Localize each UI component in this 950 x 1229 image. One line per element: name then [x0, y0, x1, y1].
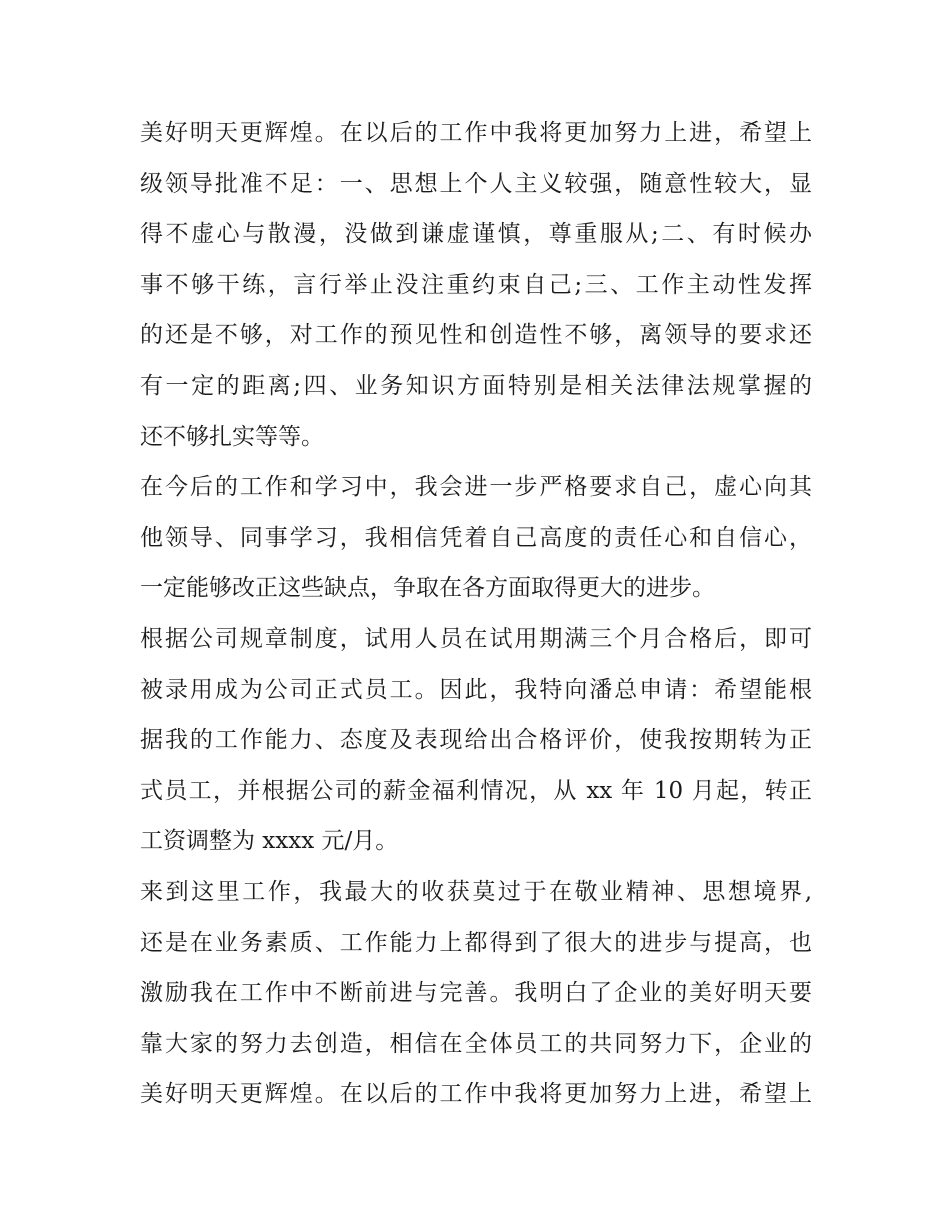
text-line: 还是在业务素质、工作能力上都得到了很大的进步与提高，也: [140, 929, 812, 956]
text-line: 美好明天更辉煌。在以后的工作中我将更加努力上进，希望上: [140, 120, 812, 146]
document-body: [140, 108, 812, 1120]
paragraph-shortcomings: [140, 108, 812, 462]
text-line: 的还是不够，对工作的预见性和创造性不够，离领导的要求还: [140, 322, 812, 349]
text-line: 事不够干练，言行举止没注重约束自己;三、工作主动性发挥: [140, 271, 812, 298]
text-line: 级领导批准不足：一、思想上个人主义较强，随意性较大，显: [140, 170, 812, 197]
paragraph-future-plan: [140, 462, 812, 614]
text-line: 被录用成为公司正式员工。因此，我特向潘总申请：希望能根: [140, 676, 812, 703]
text-line: 工资调整为 xxxx 元/月。: [140, 828, 399, 855]
text-line: 一定能够改正这些缺点，争取在各方面取得更大的进步。: [140, 575, 715, 602]
text-line: 根据公司规章制度，试用人员在试用期满三个月合格后，即可: [140, 625, 812, 652]
text-line: 有一定的距离;四、业务知识方面特别是相关法律法规掌握的: [140, 372, 812, 399]
paragraph-gains: [140, 867, 812, 1120]
text-line: 他领导、同事学习，我相信凭着自己高度的责任心和自信心，: [140, 524, 812, 551]
text-line: 美好明天更辉煌。在以后的工作中我将更加努力上进，希望上: [140, 1081, 812, 1108]
text-line: 据我的工作能力、态度及表现给出合格评价，使我按期转为正: [140, 727, 812, 754]
text-line: 式员工，并根据公司的薪金福利情况，从 xx 年 10 月起，转正: [140, 777, 812, 804]
text-line: 来到这里工作，我最大的收获莫过于在敬业精神、思想境界,: [140, 878, 812, 905]
text-line: 激励我在工作中不断前进与完善。我明白了企业的美好明天要: [140, 980, 812, 1007]
text-line: 得不虚心与散漫，没做到谦虚谨慎，尊重服从;二、有时候办: [140, 221, 812, 248]
paragraph-application: [140, 614, 812, 867]
text-line: 在今后的工作和学习中，我会进一步严格要求自己，虚心向其: [140, 474, 812, 501]
text-line: 靠大家的努力去创造，相信在全体员工的共同努力下，企业的: [140, 1030, 812, 1057]
text-line: 还不够扎实等等。: [140, 423, 324, 450]
